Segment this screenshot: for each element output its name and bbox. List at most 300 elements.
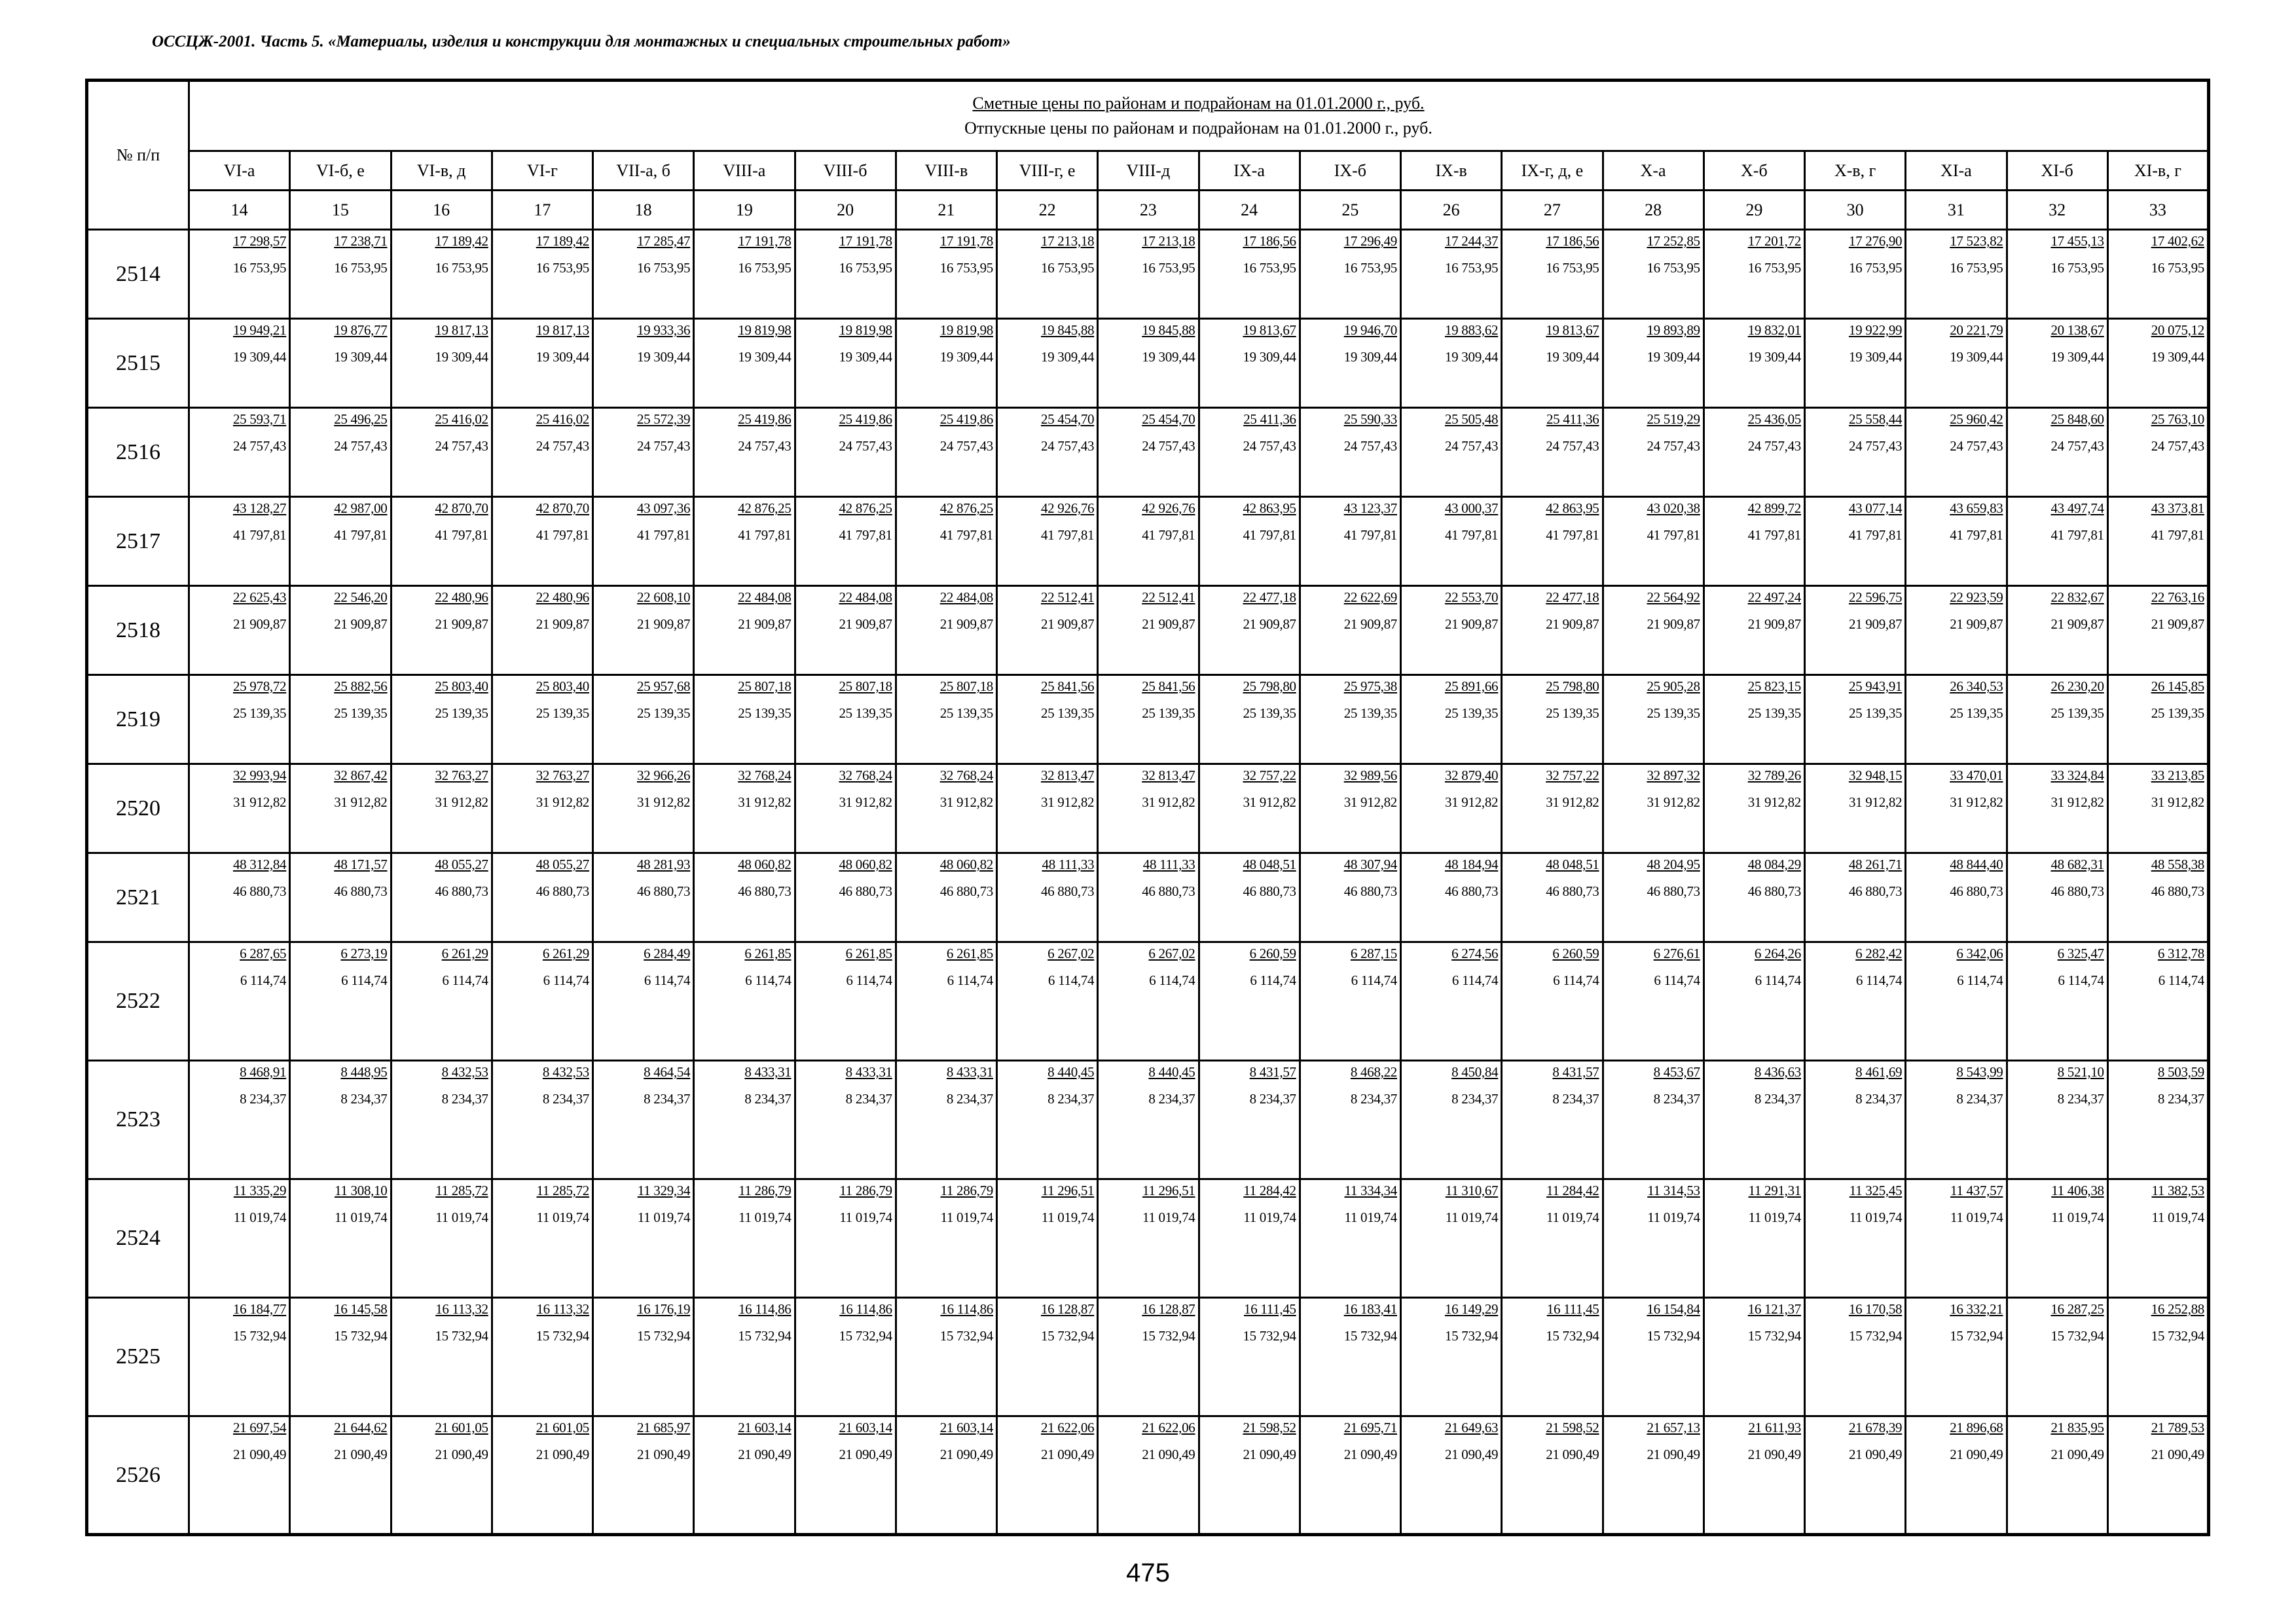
release-price: 16 753,95 bbox=[232, 260, 287, 276]
release-price: 31 912,82 bbox=[1950, 794, 2003, 810]
estimate-price: 22 564,92 bbox=[1647, 589, 1700, 605]
estimate-price: 25 848,60 bbox=[2050, 411, 2104, 427]
price-cell bbox=[1805, 1416, 1906, 1535]
release-price: 41 797,81 bbox=[1243, 527, 1296, 543]
estimate-price: 8 448,95 bbox=[340, 1064, 388, 1080]
estimate-price: 48 312,84 bbox=[232, 857, 287, 872]
estimate-price: 21 644,62 bbox=[334, 1420, 388, 1435]
estimate-price: 21 622,06 bbox=[1142, 1420, 1195, 1435]
release-price: 8 234,37 bbox=[1249, 1091, 1296, 1107]
price-cell bbox=[290, 675, 391, 764]
price-cell bbox=[997, 1061, 1098, 1179]
estimate-price: 25 419,86 bbox=[738, 411, 792, 427]
release-price: 21 090,49 bbox=[435, 1447, 488, 1462]
price-cell bbox=[1098, 1298, 1199, 1416]
estimate-price: 17 455,13 bbox=[2050, 233, 2104, 249]
price-cell bbox=[593, 942, 694, 1061]
estimate-price: 22 923,59 bbox=[1950, 589, 2003, 605]
price-cell bbox=[2007, 1298, 2107, 1416]
estimate-price: 22 546,20 bbox=[334, 589, 388, 605]
release-price: 46 880,73 bbox=[1647, 883, 1700, 899]
estimate-price: 8 450,84 bbox=[1451, 1064, 1499, 1080]
release-price: 21 909,87 bbox=[1040, 616, 1095, 632]
price-cell bbox=[1098, 1061, 1199, 1179]
price-cell bbox=[2107, 497, 2208, 586]
price-cell bbox=[1098, 764, 1199, 853]
estimate-price: 6 312,78 bbox=[2157, 946, 2204, 961]
column-index-cell: 17 bbox=[492, 191, 592, 230]
table-row bbox=[87, 408, 2209, 497]
price-cell bbox=[2107, 675, 2208, 764]
price-cell bbox=[492, 586, 592, 675]
release-price: 25 139,35 bbox=[2050, 705, 2104, 721]
estimate-price: 11 296,51 bbox=[1142, 1183, 1195, 1198]
release-price: 19 309,44 bbox=[435, 349, 488, 365]
release-price: 21 909,87 bbox=[435, 616, 488, 632]
estimate-price: 26 145,85 bbox=[2151, 678, 2204, 694]
price-cell bbox=[492, 764, 592, 853]
price-cell bbox=[694, 675, 795, 764]
price-cell bbox=[492, 319, 592, 408]
estimate-price: 6 261,85 bbox=[744, 946, 792, 961]
table-row bbox=[87, 1298, 2209, 1416]
release-price: 41 797,81 bbox=[1040, 527, 1095, 543]
release-price: 11 019,74 bbox=[1950, 1209, 2003, 1225]
estimate-price: 48 055,27 bbox=[536, 857, 589, 872]
release-price: 16 753,95 bbox=[1142, 260, 1195, 276]
price-cell bbox=[896, 1179, 996, 1298]
release-price: 15 732,94 bbox=[1040, 1328, 1095, 1344]
price-cell bbox=[694, 586, 795, 675]
release-price: 6 114,74 bbox=[1149, 972, 1195, 988]
estimate-price: 11 310,67 bbox=[1445, 1183, 1499, 1198]
estimate-price: 20 075,12 bbox=[2151, 322, 2204, 338]
release-price: 24 757,43 bbox=[232, 438, 287, 454]
release-price: 19 309,44 bbox=[334, 349, 388, 365]
release-price: 16 753,95 bbox=[1243, 260, 1296, 276]
release-price: 11 019,74 bbox=[334, 1209, 388, 1225]
estimate-price: 8 433,31 bbox=[946, 1064, 993, 1080]
estimate-price: 17 296,49 bbox=[1343, 233, 1397, 249]
price-cell bbox=[593, 586, 694, 675]
price-cell bbox=[492, 942, 592, 1061]
release-price: 11 019,74 bbox=[1849, 1209, 1903, 1225]
estimate-price: 16 111,45 bbox=[1244, 1301, 1296, 1317]
estimate-price: 11 296,51 bbox=[1041, 1183, 1095, 1198]
estimate-price: 16 252,88 bbox=[2151, 1301, 2204, 1317]
region-header-cell: X-а bbox=[1603, 151, 1704, 191]
estimate-price: 25 960,42 bbox=[1950, 411, 2003, 427]
price-cell bbox=[391, 408, 492, 497]
estimate-price: 6 264,26 bbox=[1754, 946, 1801, 961]
estimate-price: 11 286,79 bbox=[839, 1183, 892, 1198]
price-cell bbox=[1401, 942, 1502, 1061]
release-price: 21 909,87 bbox=[1243, 616, 1296, 632]
price-cell bbox=[1401, 319, 1502, 408]
release-price: 21 090,49 bbox=[1343, 1447, 1397, 1462]
price-cell bbox=[997, 1179, 1098, 1298]
price-cell bbox=[1199, 942, 1300, 1061]
release-price: 25 139,35 bbox=[2151, 705, 2204, 721]
price-cell bbox=[1300, 1416, 1400, 1535]
price-cell bbox=[1199, 1061, 1300, 1179]
price-cell bbox=[1098, 586, 1199, 675]
price-cell bbox=[290, 942, 391, 1061]
release-price: 24 757,43 bbox=[2050, 438, 2104, 454]
price-cell bbox=[1603, 230, 1704, 319]
estimate-price: 22 622,69 bbox=[1343, 589, 1397, 605]
release-price: 41 797,81 bbox=[536, 527, 589, 543]
price-cell bbox=[1199, 1298, 1300, 1416]
column-index-cell: 28 bbox=[1603, 191, 1704, 230]
estimate-price: 16 114,86 bbox=[738, 1301, 792, 1317]
price-cell bbox=[1502, 764, 1603, 853]
price-cell bbox=[593, 1061, 694, 1179]
estimate-price: 32 879,40 bbox=[1444, 767, 1499, 783]
price-cell bbox=[896, 408, 996, 497]
release-price: 15 732,94 bbox=[1546, 1328, 1599, 1344]
release-price: 11 019,74 bbox=[940, 1209, 993, 1225]
row-number: 2515 bbox=[87, 319, 189, 408]
release-price: 15 732,94 bbox=[738, 1328, 792, 1344]
estimate-price: 43 373,81 bbox=[2151, 500, 2204, 516]
price-cell bbox=[1098, 319, 1199, 408]
release-price: 19 309,44 bbox=[2151, 349, 2204, 365]
estimate-price: 22 477,18 bbox=[1243, 589, 1296, 605]
release-price: 21 909,87 bbox=[1343, 616, 1397, 632]
release-price: 46 880,73 bbox=[334, 883, 388, 899]
estimate-price: 6 282,42 bbox=[1855, 946, 1903, 961]
release-price: 16 753,95 bbox=[1950, 260, 2003, 276]
estimate-price: 8 468,22 bbox=[1350, 1064, 1397, 1080]
column-index-cell: 31 bbox=[1906, 191, 2007, 230]
estimate-price: 42 987,00 bbox=[334, 500, 388, 516]
release-price: 46 880,73 bbox=[435, 883, 488, 899]
estimate-price: 6 261,29 bbox=[441, 946, 488, 961]
estimate-price: 16 121,37 bbox=[1747, 1301, 1801, 1317]
price-cell bbox=[1300, 586, 1400, 675]
price-cell bbox=[492, 1061, 592, 1179]
release-price: 24 757,43 bbox=[839, 438, 892, 454]
release-price: 24 757,43 bbox=[1950, 438, 2003, 454]
release-price: 21 909,87 bbox=[1647, 616, 1700, 632]
table-row bbox=[87, 1179, 2209, 1298]
estimate-price: 6 261,85 bbox=[845, 946, 892, 961]
release-price: 11 019,74 bbox=[1243, 1209, 1296, 1225]
price-cell bbox=[1502, 1416, 1603, 1535]
table-row bbox=[87, 230, 2209, 319]
release-price: 16 753,95 bbox=[636, 260, 691, 276]
estimate-price: 32 989,56 bbox=[1343, 767, 1397, 783]
row-number: 2514 bbox=[87, 230, 189, 319]
release-price: 21 090,49 bbox=[738, 1447, 792, 1462]
estimate-price: 25 454,70 bbox=[1142, 411, 1195, 427]
price-cell bbox=[1603, 1298, 1704, 1416]
price-cell bbox=[1704, 1061, 1804, 1179]
estimate-price: 22 625,43 bbox=[232, 589, 287, 605]
release-price: 46 880,73 bbox=[939, 883, 993, 899]
column-index-cell: 30 bbox=[1805, 191, 1906, 230]
estimate-price: 17 213,18 bbox=[1142, 233, 1195, 249]
estimate-price: 25 975,38 bbox=[1343, 678, 1397, 694]
estimate-price: 17 186,56 bbox=[1546, 233, 1599, 249]
price-cell bbox=[997, 1416, 1098, 1535]
release-price: 41 797,81 bbox=[2050, 527, 2104, 543]
estimate-price: 6 261,85 bbox=[946, 946, 993, 961]
estimate-price: 22 763,16 bbox=[2151, 589, 2204, 605]
estimate-price: 25 803,40 bbox=[536, 678, 589, 694]
price-cell bbox=[593, 1416, 694, 1535]
price-cell bbox=[896, 1416, 996, 1535]
price-cell bbox=[492, 497, 592, 586]
table-row bbox=[87, 586, 2209, 675]
price-cell bbox=[2007, 853, 2107, 942]
estimate-price: 22 596,75 bbox=[1848, 589, 1903, 605]
release-price: 24 757,43 bbox=[1647, 438, 1700, 454]
release-price: 15 732,94 bbox=[1848, 1328, 1903, 1344]
price-cell bbox=[2007, 764, 2107, 853]
release-price: 31 912,82 bbox=[536, 794, 589, 810]
release-price: 25 139,35 bbox=[435, 705, 488, 721]
price-cell bbox=[1401, 1179, 1502, 1298]
estimate-price: 25 572,39 bbox=[636, 411, 691, 427]
estimate-price: 22 477,18 bbox=[1546, 589, 1599, 605]
estimate-price: 19 893,89 bbox=[1647, 322, 1700, 338]
estimate-price: 21 601,05 bbox=[435, 1420, 488, 1435]
estimate-price: 17 189,42 bbox=[536, 233, 589, 249]
estimate-price: 32 768,24 bbox=[839, 767, 892, 783]
release-price: 16 753,95 bbox=[1848, 260, 1903, 276]
release-price: 31 912,82 bbox=[1243, 794, 1296, 810]
price-cell bbox=[2107, 853, 2208, 942]
price-cell bbox=[290, 230, 391, 319]
price-cell bbox=[1199, 1416, 1300, 1535]
estimate-price: 16 128,87 bbox=[1040, 1301, 1095, 1317]
price-table bbox=[85, 79, 2210, 1536]
estimate-price: 11 382,53 bbox=[2151, 1183, 2204, 1198]
release-price: 15 732,94 bbox=[939, 1328, 993, 1344]
price-cell bbox=[2107, 1416, 2208, 1535]
estimate-price: 6 287,65 bbox=[240, 946, 287, 961]
price-cell bbox=[2107, 319, 2208, 408]
estimate-price: 8 461,69 bbox=[1855, 1064, 1903, 1080]
price-cell bbox=[1805, 408, 1906, 497]
estimate-price: 25 978,72 bbox=[232, 678, 287, 694]
release-price: 21 909,87 bbox=[1546, 616, 1599, 632]
estimate-price: 19 946,70 bbox=[1343, 322, 1397, 338]
release-price: 6 114,74 bbox=[1351, 972, 1397, 988]
price-cell bbox=[1805, 319, 1906, 408]
price-cell bbox=[795, 586, 896, 675]
price-cell bbox=[1199, 586, 1300, 675]
estimate-price: 19 813,67 bbox=[1546, 322, 1599, 338]
price-cell bbox=[1805, 853, 1906, 942]
estimate-price: 21 598,52 bbox=[1243, 1420, 1296, 1435]
estimate-price: 32 966,26 bbox=[636, 767, 691, 783]
estimate-price: 21 685,97 bbox=[636, 1420, 691, 1435]
estimate-price: 11 308,10 bbox=[334, 1183, 388, 1198]
release-price: 21 090,49 bbox=[1747, 1447, 1801, 1462]
price-cell bbox=[189, 1298, 290, 1416]
release-price: 19 309,44 bbox=[1647, 349, 1700, 365]
release-price: 6 114,74 bbox=[2158, 972, 2204, 988]
estimate-price: 17 244,37 bbox=[1444, 233, 1499, 249]
estimate-price: 16 332,21 bbox=[1950, 1301, 2003, 1317]
row-number: 2526 bbox=[87, 1416, 189, 1535]
price-cell bbox=[1805, 230, 1906, 319]
price-cell bbox=[694, 853, 795, 942]
release-price: 25 139,35 bbox=[1142, 705, 1195, 721]
release-price: 8 234,37 bbox=[2057, 1091, 2104, 1107]
estimate-price: 42 876,25 bbox=[839, 500, 892, 516]
region-header-cell: VIII-в bbox=[896, 151, 996, 191]
release-price: 21 909,87 bbox=[1142, 616, 1195, 632]
release-price: 6 114,74 bbox=[2058, 972, 2104, 988]
price-cell bbox=[1199, 675, 1300, 764]
release-price: 24 757,43 bbox=[738, 438, 792, 454]
release-price: 24 757,43 bbox=[435, 438, 488, 454]
estimate-price: 19 813,67 bbox=[1243, 322, 1296, 338]
estimate-price: 48 281,93 bbox=[636, 857, 691, 872]
release-price: 24 757,43 bbox=[334, 438, 388, 454]
region-header-cell: VIII-б bbox=[795, 151, 896, 191]
release-price: 46 880,73 bbox=[1848, 883, 1903, 899]
estimate-price: 21 598,52 bbox=[1546, 1420, 1599, 1435]
estimate-price: 21 611,93 bbox=[1748, 1420, 1801, 1435]
estimate-price: 17 201,72 bbox=[1747, 233, 1801, 249]
release-price: 6 114,74 bbox=[442, 972, 488, 988]
estimate-price: 48 055,27 bbox=[435, 857, 488, 872]
estimate-price: 42 870,70 bbox=[435, 500, 488, 516]
release-price: 46 880,73 bbox=[636, 883, 691, 899]
price-cell bbox=[1300, 675, 1400, 764]
release-price: 24 757,43 bbox=[1142, 438, 1195, 454]
table-row bbox=[87, 1416, 2209, 1535]
estimate-price: 25 807,18 bbox=[939, 678, 993, 694]
estimate-price: 8 453,67 bbox=[1653, 1064, 1700, 1080]
estimate-price: 19 832,01 bbox=[1747, 322, 1801, 338]
price-cell bbox=[1805, 1179, 1906, 1298]
price-cell bbox=[1603, 942, 1704, 1061]
column-index-cell: 18 bbox=[593, 191, 694, 230]
estimate-price: 22 484,08 bbox=[738, 589, 792, 605]
estimate-price: 16 287,25 bbox=[2050, 1301, 2104, 1317]
estimate-price: 43 077,14 bbox=[1848, 500, 1903, 516]
estimate-price: 6 274,56 bbox=[1451, 946, 1499, 961]
release-price: 24 757,43 bbox=[536, 438, 589, 454]
price-cell bbox=[1704, 319, 1804, 408]
estimate-price: 42 926,76 bbox=[1142, 500, 1195, 516]
estimate-price: 8 436,63 bbox=[1754, 1064, 1801, 1080]
estimate-price: 32 789,26 bbox=[1747, 767, 1801, 783]
column-index-cell: 15 bbox=[290, 191, 391, 230]
price-cell bbox=[593, 1298, 694, 1416]
estimate-price: 33 470,01 bbox=[1950, 767, 2003, 783]
estimate-price: 25 419,86 bbox=[939, 411, 993, 427]
estimate-price: 43 659,83 bbox=[1950, 500, 2003, 516]
region-header-cell: VIII-а bbox=[694, 151, 795, 191]
region-header-cell: XI-в, г bbox=[2107, 151, 2208, 191]
estimate-price: 19 922,99 bbox=[1848, 322, 1903, 338]
price-cell bbox=[896, 586, 996, 675]
release-price: 25 139,35 bbox=[839, 705, 892, 721]
price-cell bbox=[189, 319, 290, 408]
release-price: 16 753,95 bbox=[1444, 260, 1499, 276]
release-price: 31 912,82 bbox=[939, 794, 993, 810]
release-price: 46 880,73 bbox=[536, 883, 589, 899]
estimate-price: 32 757,22 bbox=[1546, 767, 1599, 783]
price-cell bbox=[694, 942, 795, 1061]
estimate-price: 25 891,66 bbox=[1444, 678, 1499, 694]
estimate-price: 48 060,82 bbox=[939, 857, 993, 872]
row-number: 2523 bbox=[87, 1061, 189, 1179]
estimate-price: 33 213,85 bbox=[2151, 767, 2204, 783]
price-cell bbox=[1098, 942, 1199, 1061]
estimate-price: 8 440,45 bbox=[1048, 1064, 1095, 1080]
price-cell bbox=[593, 497, 694, 586]
release-price: 25 139,35 bbox=[1243, 705, 1296, 721]
estimate-price: 33 324,84 bbox=[2050, 767, 2104, 783]
release-price: 16 753,95 bbox=[1647, 260, 1700, 276]
estimate-price: 21 789,53 bbox=[2151, 1420, 2204, 1435]
release-price: 24 757,43 bbox=[1343, 438, 1397, 454]
release-price: 11 019,74 bbox=[536, 1209, 589, 1225]
estimate-price: 17 191,78 bbox=[939, 233, 993, 249]
estimate-price: 11 437,57 bbox=[1950, 1183, 2003, 1198]
price-cell bbox=[795, 1179, 896, 1298]
price-cell bbox=[1704, 1179, 1804, 1298]
release-price: 46 880,73 bbox=[1040, 883, 1095, 899]
estimate-price: 11 286,79 bbox=[738, 1183, 792, 1198]
estimate-price: 6 260,59 bbox=[1249, 946, 1296, 961]
release-price: 41 797,81 bbox=[1848, 527, 1903, 543]
estimate-price: 25 763,10 bbox=[2151, 411, 2204, 427]
release-price: 24 757,43 bbox=[1243, 438, 1296, 454]
price-cell bbox=[1603, 319, 1704, 408]
estimate-price: 17 189,42 bbox=[435, 233, 488, 249]
release-price: 31 912,82 bbox=[1546, 794, 1599, 810]
region-header-cell: VI-а bbox=[189, 151, 290, 191]
price-cell bbox=[896, 764, 996, 853]
price-cell bbox=[1502, 942, 1603, 1061]
estimate-price: 32 993,94 bbox=[232, 767, 287, 783]
estimate-price: 25 943,91 bbox=[1848, 678, 1903, 694]
release-price: 11 019,74 bbox=[2051, 1209, 2104, 1225]
price-cell bbox=[290, 764, 391, 853]
release-price: 21 909,87 bbox=[2151, 616, 2204, 632]
price-cell bbox=[290, 853, 391, 942]
estimate-price: 22 608,10 bbox=[636, 589, 691, 605]
release-price: 41 797,81 bbox=[1950, 527, 2003, 543]
estimate-price: 25 957,68 bbox=[636, 678, 691, 694]
release-price: 41 797,81 bbox=[334, 527, 388, 543]
table-row bbox=[87, 497, 2209, 586]
estimate-price: 25 454,70 bbox=[1040, 411, 1095, 427]
price-title-header bbox=[189, 81, 2209, 151]
estimate-price: 8 543,99 bbox=[1956, 1064, 2003, 1080]
release-price: 41 797,81 bbox=[232, 527, 287, 543]
release-price: 31 912,82 bbox=[334, 794, 388, 810]
release-price: 11 019,74 bbox=[1344, 1209, 1397, 1225]
price-cell bbox=[997, 764, 1098, 853]
release-price: 46 880,73 bbox=[1444, 883, 1499, 899]
estimate-price: 48 307,94 bbox=[1343, 857, 1397, 872]
price-cell bbox=[997, 230, 1098, 319]
price-cell bbox=[1199, 1179, 1300, 1298]
release-price: 15 732,94 bbox=[1343, 1328, 1397, 1344]
price-cell bbox=[391, 1298, 492, 1416]
estimate-price: 6 342,06 bbox=[1956, 946, 2003, 961]
